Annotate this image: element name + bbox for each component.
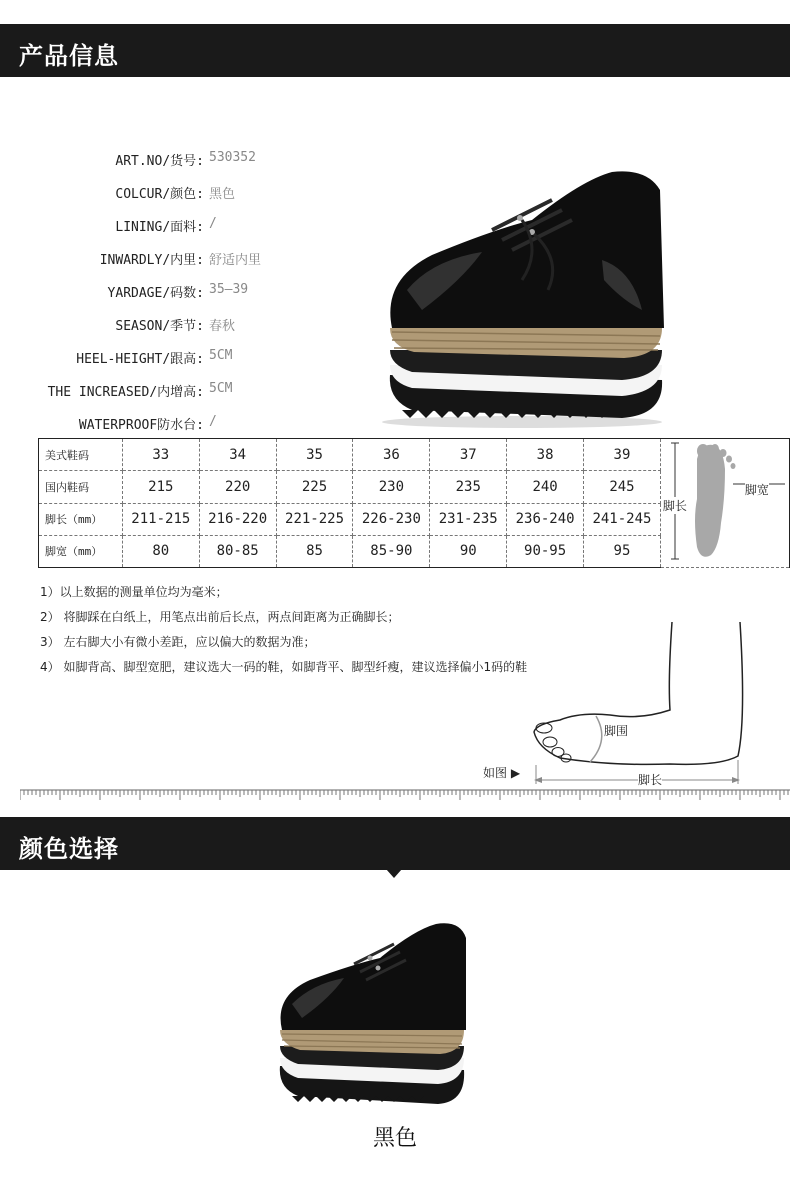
table-cell: 240 (507, 471, 584, 503)
spec-key: WATERPROOF防水台: (78, 418, 204, 433)
table-cell: 215 (122, 471, 199, 503)
spec-value: 舒适内里 (209, 253, 262, 268)
foot-side-diagram (520, 620, 760, 790)
note-item: 4） 如脚背高、脚型宽肥，建议选大一码的鞋，如脚背平、脚型纤瘦，建议选择偏小1码的鞋 (40, 660, 528, 674)
spec-key: ART.NO/货号: (115, 154, 204, 169)
table-cell: 33 (122, 439, 199, 471)
spec-key: LINING/面料: (115, 220, 204, 235)
spec-value: 春秋 (209, 319, 236, 334)
table-cell: 37 (430, 439, 507, 471)
spec-value: 530352 (209, 150, 256, 165)
spec-key: COLCUR/颜色: (115, 187, 204, 202)
table-cell: 39 (584, 439, 661, 471)
foot-length-label: 脚长 (662, 499, 687, 513)
table-cell: 245 (584, 471, 661, 503)
spec-value: / (209, 414, 217, 429)
section-title: 颜色选择 (19, 835, 119, 863)
row-header: 脚长（mm） (39, 503, 123, 535)
foot-girth-label: 脚围 (604, 724, 629, 738)
table-cell: 235 (430, 471, 507, 503)
color-option-shoe-image[interactable] (270, 918, 470, 1113)
table-cell: 216-220 (199, 503, 276, 535)
size-table (38, 438, 790, 568)
table-cell: 80-85 (199, 535, 276, 567)
spec-value: 35—39 (209, 282, 249, 297)
table-cell: 35 (276, 439, 353, 471)
spec-key: YARDAGE/码数: (107, 286, 204, 301)
table-cell: 38 (507, 439, 584, 471)
table-cell: 231-235 (430, 503, 507, 535)
table-cell: 95 (584, 535, 661, 567)
caret-down-icon (386, 869, 402, 878)
table-cell: 221-225 (276, 503, 353, 535)
color-option-label[interactable]: 黑色 (372, 1126, 417, 1151)
table-row (39, 439, 790, 471)
table-cell: 36 (353, 439, 430, 471)
table-cell: 220 (199, 471, 276, 503)
spec-key: INWARDLY/内里: (99, 253, 204, 268)
foot-width-label: 脚宽 (744, 483, 769, 497)
row-header: 美式鞋码 (39, 439, 123, 471)
row-header: 脚宽（mm） (39, 535, 123, 567)
section-title: 产品信息 (19, 42, 119, 70)
measurement-notes (40, 580, 527, 680)
note-item: 2） 将脚踩在白纸上，用笔点出前后长点，两点间距离为正确脚长； (40, 610, 400, 624)
table-cell: 85-90 (353, 535, 430, 567)
table-cell: 34 (199, 439, 276, 471)
table-cell: 90-95 (507, 535, 584, 567)
table-cell: 90 (430, 535, 507, 567)
table-cell: 241-245 (584, 503, 661, 535)
section-header-product-info (0, 24, 790, 77)
spec-value: 5CM (209, 348, 233, 363)
table-cell: 85 (276, 535, 353, 567)
product-shoe-image (372, 160, 672, 430)
section-header-color-selection (0, 817, 790, 870)
foot-length-side-label: 脚长 (638, 773, 663, 787)
table-cell: 236-240 (507, 503, 584, 535)
ruler-divider (20, 789, 790, 801)
foot-outline-cell (660, 439, 789, 568)
spec-key: HEEL-HEIGHT/跟高: (76, 352, 204, 367)
table-cell: 225 (276, 471, 353, 503)
note-item: 3） 左右脚大小有微小差距，应以偏大的数据为准； (40, 635, 316, 649)
table-cell: 80 (122, 535, 199, 567)
spec-value: 5CM (209, 381, 233, 396)
spec-key: THE INCREASED/内增高: (47, 385, 204, 400)
spec-value: 黑色 (209, 187, 236, 202)
table-cell: 211-215 (122, 503, 199, 535)
note-item: 1）以上数据的测量单位均为毫米； (40, 585, 228, 599)
table-cell: 226-230 (353, 503, 430, 535)
as-shown-label: 如图 ▶ (483, 766, 521, 780)
spec-value: / (209, 216, 217, 231)
table-cell: 230 (353, 471, 430, 503)
spec-key: SEASON/季节: (115, 319, 204, 334)
row-header: 国内鞋码 (39, 471, 123, 503)
